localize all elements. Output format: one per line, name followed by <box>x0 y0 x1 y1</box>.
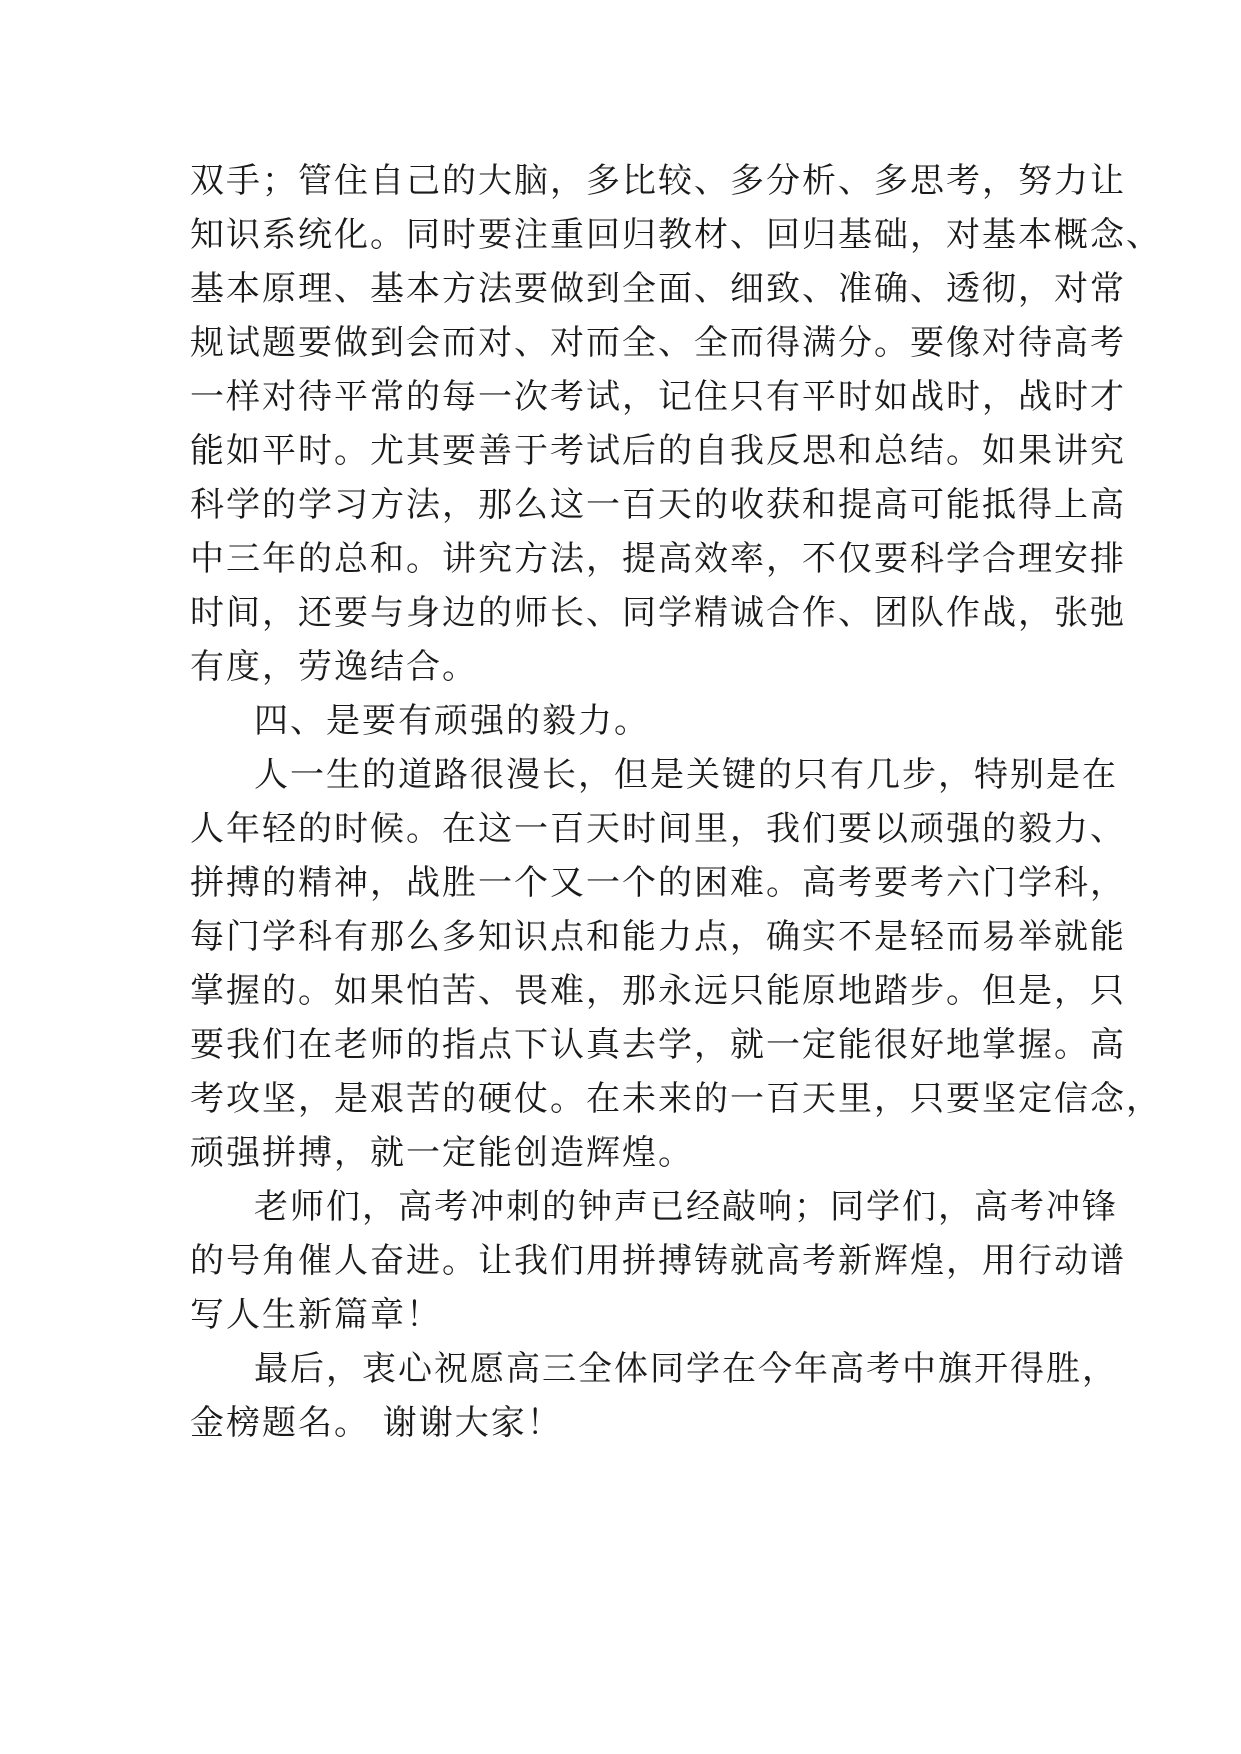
text-line: 人一生的道路很漫长，但是关键的只有几步，特别是在 <box>254 755 1118 795</box>
section-heading-four <box>190 694 1052 748</box>
text-line: 有度，劳逸结合。 <box>190 647 478 687</box>
text-line: 老师们，高考冲刺的钟声已经敲响；同学们，高考冲锋 <box>254 1187 1118 1227</box>
text-line: 金榜题名。 谢谢大家！ <box>190 1403 563 1443</box>
paragraph-closing <box>190 1342 1118 1450</box>
text-line: 中三年的总和。讲究方法，提高效率，不仅要科学合理安排 <box>190 539 1126 579</box>
text-line: 双手；管住自己的大脑，多比较、多分析、多思考，努力让 <box>190 161 1126 201</box>
text-line: 的号角催人奋进。让我们用拼搏铸就高考新辉煌，用行动谱 <box>190 1241 1126 1281</box>
text-line: 规试题要做到会而对、对而全、全而得满分。要像对待高考 <box>190 323 1126 363</box>
text-line: 掌握的。如果怕苦、畏难，那永远只能原地踏步。但是，只 <box>190 971 1126 1011</box>
text-line: 能如平时。尤其要善于考试后的自我反思和总结。如果讲究 <box>190 431 1126 471</box>
paragraph-perseverance <box>190 748 1162 1180</box>
text-line: 考攻坚，是艰苦的硬仗。在未来的一百天里，只要坚定信念， <box>190 1079 1162 1119</box>
text-line: 人年轻的时候。在这一百天时间里，我们要以顽强的毅力、 <box>190 809 1126 849</box>
text-line: 写人生新篇章！ <box>190 1295 442 1335</box>
paragraph-study-methods <box>190 154 1162 694</box>
text-line: 时间，还要与身边的师长、同学精诚合作、团队作战，张弛 <box>190 593 1126 633</box>
text-line: 拼搏的精神，战胜一个又一个的困难。高考要考六门学科， <box>190 863 1126 903</box>
text-line: 科学的学习方法，那么这一百天的收获和提高可能抵得上高 <box>190 485 1126 525</box>
document-body <box>190 154 1162 1450</box>
text-line: 每门学科有那么多知识点和能力点，确实不是轻而易举就能 <box>190 917 1126 957</box>
text-line: 基本原理、基本方法要做到全面、细致、准确、透彻，对常 <box>190 269 1126 309</box>
text-line: 顽强拼搏，就一定能创造辉煌。 <box>190 1133 694 1173</box>
text-line: 要我们在老师的指点下认真去学，就一定能很好地掌握。高 <box>190 1025 1126 1065</box>
text-line: 最后，衷心祝愿高三全体同学在今年高考中旗开得胜， <box>254 1349 1118 1389</box>
paragraph-call-to-action <box>190 1180 1126 1342</box>
text-line: 一样对待平常的每一次考试，记住只有平时如战时，战时才 <box>190 377 1126 417</box>
heading-line: 四、是要有顽强的毅力。 <box>254 701 650 741</box>
text-line: 知识系统化。同时要注重回归教材、回归基础，对基本概念、 <box>190 215 1162 255</box>
